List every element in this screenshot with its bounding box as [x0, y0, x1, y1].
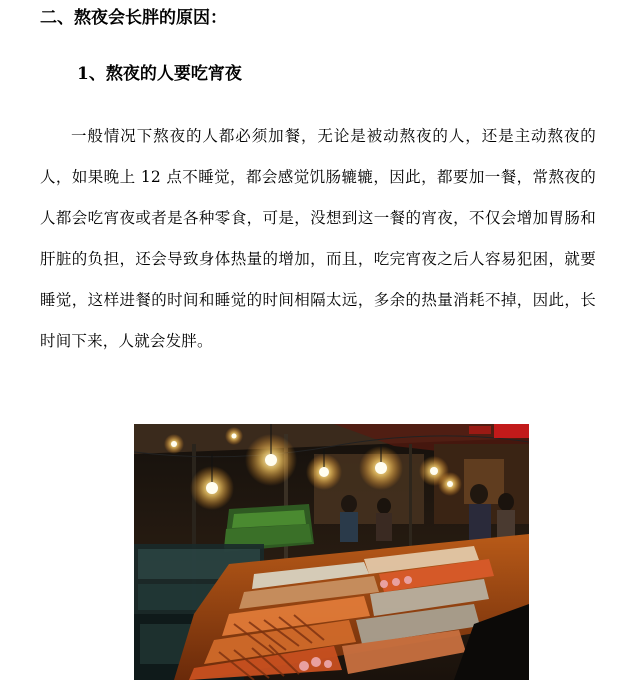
night-market-photo: [134, 424, 529, 680]
subsection-heading: 1、熬夜的人要吃宵夜: [77, 64, 242, 84]
section-heading: 二、熬夜会长胖的原因：: [40, 8, 227, 28]
body-paragraph: 一般情况下熬夜的人都必须加餐，无论是被动熬夜的人，还是主动熬夜的人，如果晚上 12 点不睡觉，都会感觉饥肠辘辘，因此，都要加一餐，常熬夜的人都会吃宵夜或者是各种零食，可是，没想到这一餐的宵夜，不仅会增加胃肠和肝脏的负担，还会导致身体热量的增加，而且，吃完宵夜之后人容易犯困，就要睡觉，这样进餐的时间和睡觉的时间相隔太远，多余的热量消耗不掉，因此，长时间下来，人就会发胖。: [40, 127, 596, 350]
